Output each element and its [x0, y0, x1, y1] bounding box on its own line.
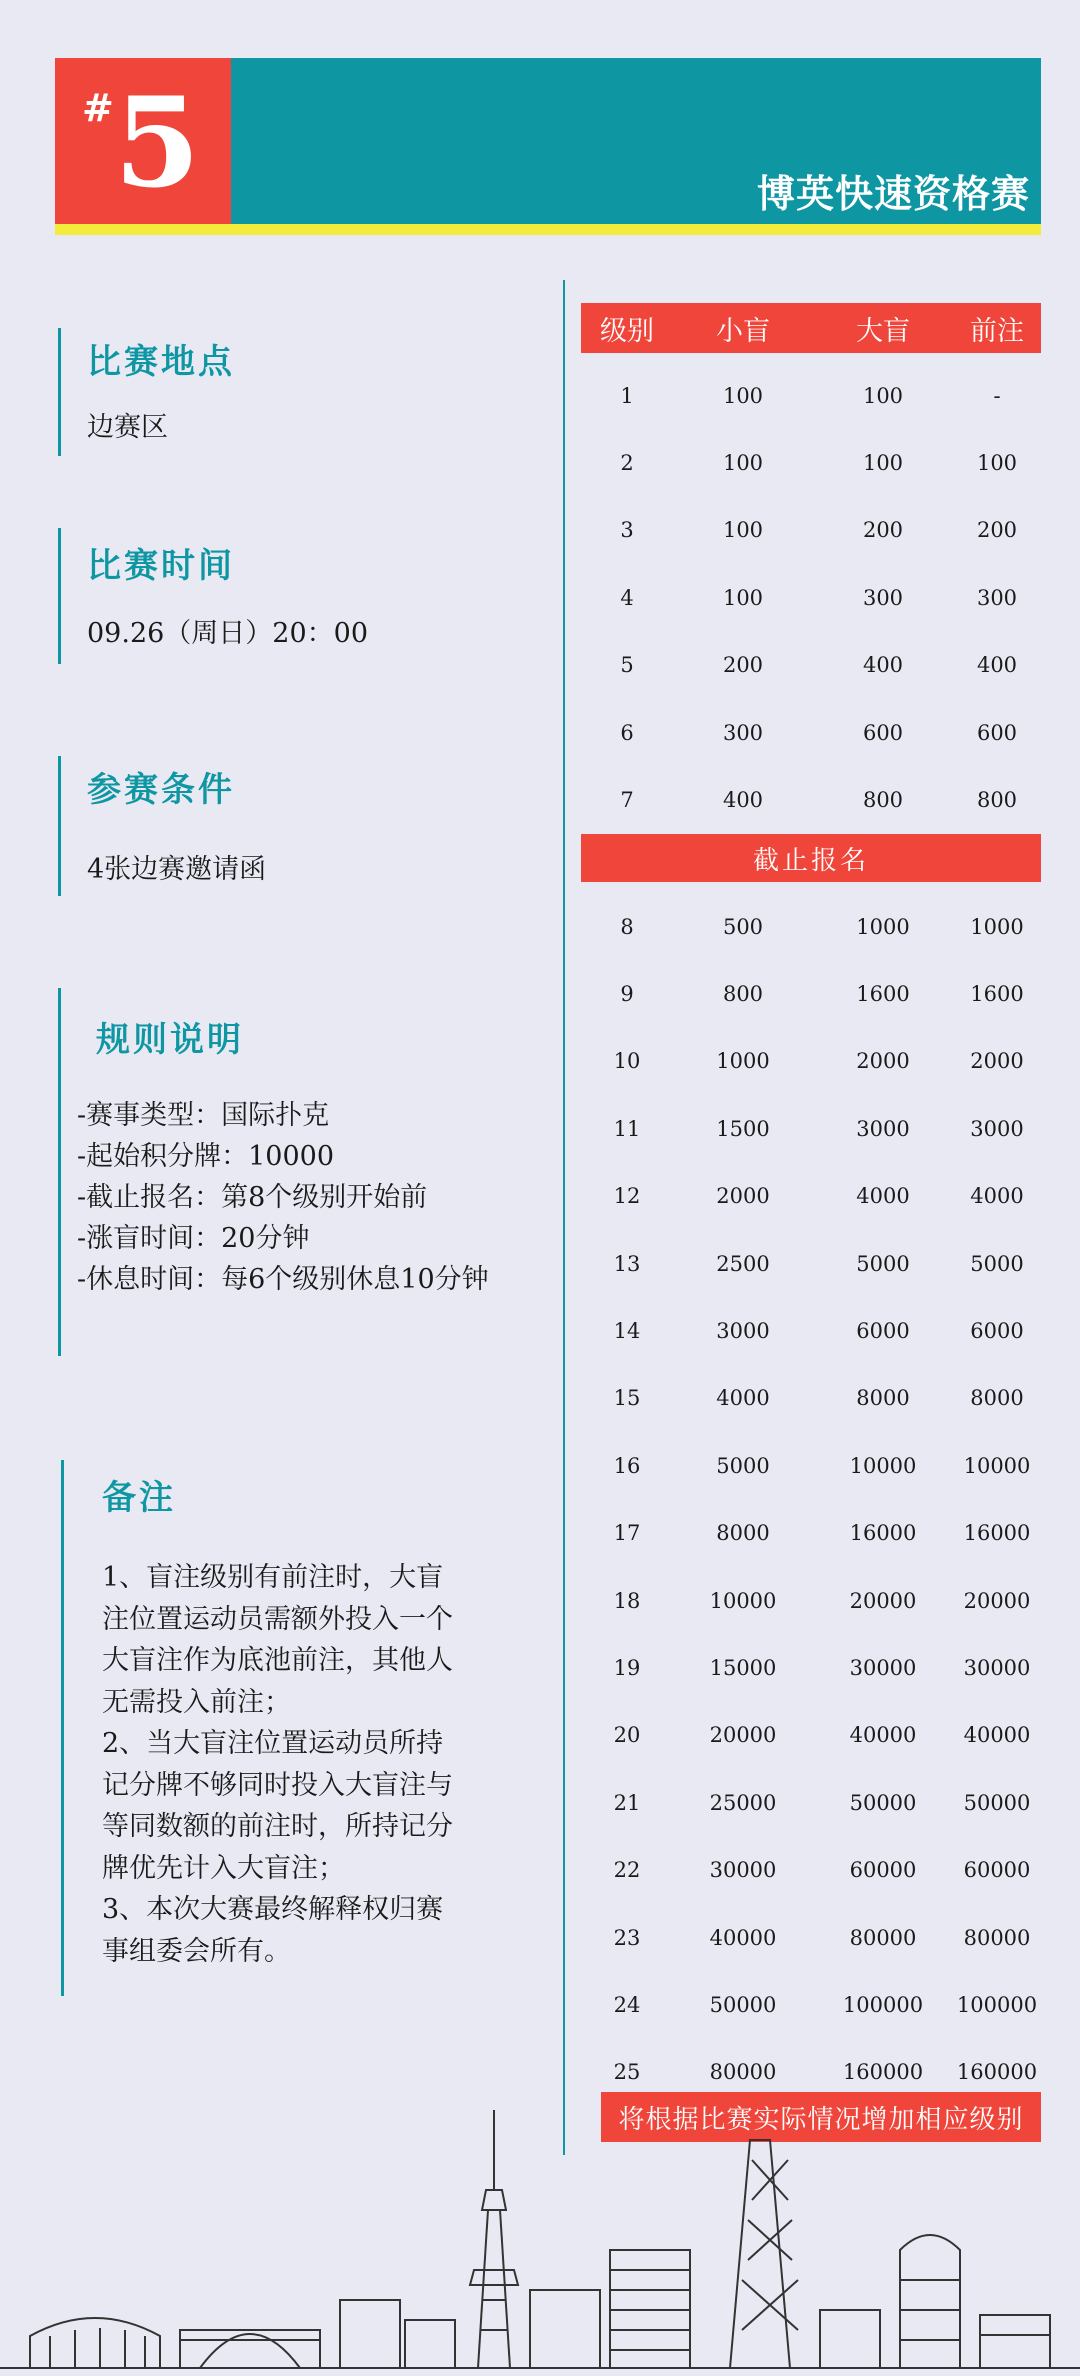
cell-level: 20 [613, 1723, 641, 1748]
table-header [581, 303, 1041, 353]
cell-big-blind: 80000 [849, 1925, 917, 1950]
note-line: 2、当大盲注位置运动员所持 [102, 1728, 444, 1759]
cell-small-blind: 100 [722, 518, 764, 543]
table-row [581, 362, 1041, 429]
header-ante: 前注 [970, 315, 1024, 347]
header-level: 级别 [600, 315, 654, 347]
cell-ante: 2000 [970, 1049, 1024, 1074]
cell-big-blind: 600 [862, 720, 904, 745]
cell-level: 12 [613, 1184, 641, 1209]
note-line: 大盲注作为底池前注，其他人 [102, 1645, 453, 1676]
cell-big-blind: 1600 [856, 982, 910, 1007]
cell-level: 16 [613, 1453, 641, 1478]
cell-big-blind: 10000 [849, 1453, 917, 1478]
cell-small-blind: 2000 [716, 1184, 770, 1209]
table-row [581, 960, 1041, 1027]
cell-big-blind: 800 [862, 788, 904, 813]
entry-text: 4张边赛邀请函 [87, 854, 267, 885]
cell-level: 7 [620, 788, 634, 813]
cell-small-blind: 2500 [716, 1251, 770, 1276]
cell-ante: 1000 [970, 914, 1024, 939]
cell-ante: 20000 [963, 1588, 1031, 1613]
table-row [581, 766, 1041, 833]
rules-title: 规则说明 [96, 1020, 244, 1060]
time-text: 09.26（周日）20：00 [87, 618, 369, 649]
rule-line: -涨盲时间：20分钟 [77, 1223, 310, 1254]
cell-level: 18 [613, 1588, 641, 1613]
cell-level: 25 [613, 2060, 641, 2085]
table-row [581, 1904, 1041, 1971]
cell-small-blind: 80000 [709, 2060, 777, 2085]
cell-small-blind: 15000 [709, 1655, 777, 1680]
table-row [581, 1971, 1041, 2038]
cell-ante: 100000 [956, 1992, 1038, 2017]
cell-small-blind: 50000 [709, 1992, 777, 2017]
location-title: 比赛地点 [87, 342, 235, 382]
cell-level: 8 [620, 914, 634, 939]
cell-big-blind: 16000 [849, 1521, 917, 1546]
cell-level: 13 [613, 1251, 641, 1276]
cell-ante: 100 [976, 451, 1018, 476]
note-line: 牌优先计入大盲注； [102, 1852, 345, 1884]
cell-small-blind: 300 [722, 720, 764, 745]
cell-small-blind: 8000 [716, 1521, 770, 1546]
cell-ante: 4000 [970, 1184, 1024, 1209]
cell-level: 9 [620, 982, 634, 1007]
cell-small-blind: 100 [722, 451, 764, 476]
cell-ante: 10000 [963, 1453, 1031, 1478]
column-divider [563, 280, 565, 2155]
cell-level: 24 [613, 1992, 641, 2017]
cell-ante: 800 [976, 788, 1018, 813]
city-skyline-illustration [0, 2100, 1080, 2376]
table-row [581, 1365, 1041, 1432]
time-title: 比赛时间 [87, 546, 235, 586]
cell-big-blind: 60000 [849, 1858, 917, 1883]
note-line: 记分牌不够同时投入大盲注与 [102, 1769, 453, 1801]
cell-level: 19 [613, 1655, 641, 1680]
cell-ante: 5000 [970, 1251, 1024, 1276]
page-title: 博英快速资格赛 [756, 171, 1030, 216]
section-notes [61, 1460, 453, 1996]
cell-big-blind: 400 [862, 653, 904, 678]
cell-ante: 160000 [956, 2060, 1038, 2085]
cell-big-blind: 3000 [856, 1116, 910, 1141]
cell-small-blind: 500 [722, 914, 764, 939]
cell-small-blind: 1000 [716, 1049, 770, 1074]
cell-big-blind: 300 [862, 585, 904, 610]
table-row [581, 1567, 1041, 1634]
cell-big-blind: 2000 [856, 1049, 910, 1074]
note-line: 注位置运动员需额外投入一个 [102, 1603, 453, 1635]
cell-big-blind: 100 [862, 383, 904, 408]
cell-level: 15 [613, 1386, 641, 1411]
cell-big-blind: 200 [862, 518, 904, 543]
cell-level: 1 [620, 383, 634, 408]
cell-big-blind: 160000 [842, 2060, 924, 2085]
cell-big-blind: 1000 [856, 914, 910, 939]
cell-level: 5 [620, 653, 634, 678]
cell-small-blind: 25000 [709, 1790, 777, 1815]
cell-ante: 3000 [970, 1116, 1024, 1141]
cell-ante: 6000 [970, 1319, 1024, 1344]
cell-big-blind: 4000 [856, 1184, 910, 1209]
notes-title: 备注 [102, 1478, 176, 1518]
cell-ante: 30000 [963, 1655, 1031, 1680]
table-row [581, 1836, 1041, 1903]
cell-ante: 1600 [970, 982, 1024, 1007]
cell-level: 17 [613, 1521, 641, 1546]
section-location [58, 328, 235, 456]
footer-note: 将根据比赛实际情况增加相应级别 [601, 2092, 1041, 2142]
header-big-blind: 大盲 [856, 315, 910, 347]
table-row [581, 1297, 1041, 1364]
note-line: 事组委会所有。 [102, 1935, 291, 1967]
location-text: 边赛区 [87, 412, 168, 443]
table-row [581, 564, 1041, 631]
cell-big-blind: 8000 [856, 1386, 910, 1411]
cell-ante: 8000 [970, 1386, 1024, 1411]
header-small-blind: 小盲 [716, 315, 770, 347]
blind-table [581, 303, 1041, 834]
table-row [581, 429, 1041, 496]
cell-big-blind: 5000 [856, 1251, 910, 1276]
cell-level: 2 [620, 451, 634, 476]
table-row [581, 1500, 1041, 1567]
cell-level: 23 [613, 1925, 641, 1950]
cell-ante: 50000 [963, 1790, 1031, 1815]
table-rows-after [581, 893, 1041, 2106]
cell-level: 6 [620, 720, 634, 745]
header-number: 5 [114, 71, 201, 216]
cell-level: 4 [620, 585, 634, 610]
cell-level: 14 [613, 1319, 641, 1344]
header-underline [55, 224, 1041, 235]
cell-small-blind: 100 [722, 383, 764, 408]
cell-level: 11 [613, 1116, 641, 1141]
table-row [581, 632, 1041, 699]
cell-small-blind: 1500 [716, 1116, 770, 1141]
cell-small-blind: 100 [722, 585, 764, 610]
cell-small-blind: 10000 [709, 1588, 777, 1613]
cell-level: 3 [620, 518, 634, 543]
rule-line: -赛事类型：国际扑克 [77, 1100, 330, 1131]
notes-list [102, 1557, 453, 1972]
table-row [581, 1163, 1041, 1230]
cutoff-bar: 截止报名 [581, 834, 1041, 882]
cell-small-blind: 20000 [709, 1723, 777, 1748]
cell-big-blind: 6000 [856, 1319, 910, 1344]
cell-big-blind: 100000 [842, 1992, 924, 2017]
note-line: 3、本次大赛最终解释权归赛 [102, 1894, 444, 1925]
cell-big-blind: 20000 [849, 1588, 917, 1613]
cell-small-blind: 200 [722, 653, 764, 678]
table-row [581, 1028, 1041, 1095]
cell-small-blind: 400 [722, 788, 764, 813]
cell-ante: 40000 [963, 1723, 1031, 1748]
note-line: 无需投入前注； [102, 1686, 291, 1718]
table-row [581, 1702, 1041, 1769]
rules-list [61, 1095, 489, 1300]
table-row [581, 1769, 1041, 1836]
cell-level: 10 [613, 1049, 641, 1074]
table-row [581, 497, 1041, 564]
cell-small-blind: 800 [722, 982, 764, 1007]
cell-ante: 16000 [963, 1521, 1031, 1546]
rule-line: -截止报名：第8个级别开始前 [77, 1182, 428, 1213]
cell-ante: 300 [976, 585, 1018, 610]
table-rows-before [581, 362, 1041, 834]
cell-ante: - [993, 383, 1001, 408]
cell-big-blind: 100 [862, 451, 904, 476]
section-rules [58, 988, 489, 1356]
section-time [58, 528, 368, 664]
header-hash: # [82, 86, 114, 130]
cell-big-blind: 40000 [849, 1723, 917, 1748]
cell-ante: 60000 [963, 1858, 1031, 1883]
entry-title: 参赛条件 [87, 770, 235, 810]
note-line: 1、盲注级别有前注时，大盲 [102, 1562, 444, 1593]
cell-ante: 600 [976, 720, 1018, 745]
table-row [581, 699, 1041, 766]
cell-level: 22 [613, 1858, 641, 1883]
table-row [581, 1432, 1041, 1499]
cell-small-blind: 30000 [709, 1858, 777, 1883]
cell-big-blind: 50000 [849, 1790, 917, 1815]
cell-big-blind: 30000 [849, 1655, 917, 1680]
cell-ante: 80000 [963, 1925, 1031, 1950]
table-row [581, 1634, 1041, 1701]
note-line: 等同数额的前注时，所持记分 [102, 1811, 453, 1842]
table-row [581, 1230, 1041, 1297]
cell-small-blind: 4000 [716, 1386, 770, 1411]
blind-table-continued [581, 893, 1041, 2106]
cell-small-blind: 3000 [716, 1319, 770, 1344]
cell-ante: 400 [976, 653, 1018, 678]
cell-level: 21 [613, 1790, 641, 1815]
cell-ante: 200 [976, 518, 1018, 543]
rule-line: -起始积分牌：10000 [77, 1141, 335, 1172]
rule-line: -休息时间：每6个级别休息10分钟 [77, 1264, 489, 1295]
table-row [581, 893, 1041, 960]
cell-small-blind: 5000 [716, 1453, 770, 1478]
table-row [581, 1095, 1041, 1162]
cell-small-blind: 40000 [709, 1925, 777, 1950]
section-entry [58, 756, 266, 896]
